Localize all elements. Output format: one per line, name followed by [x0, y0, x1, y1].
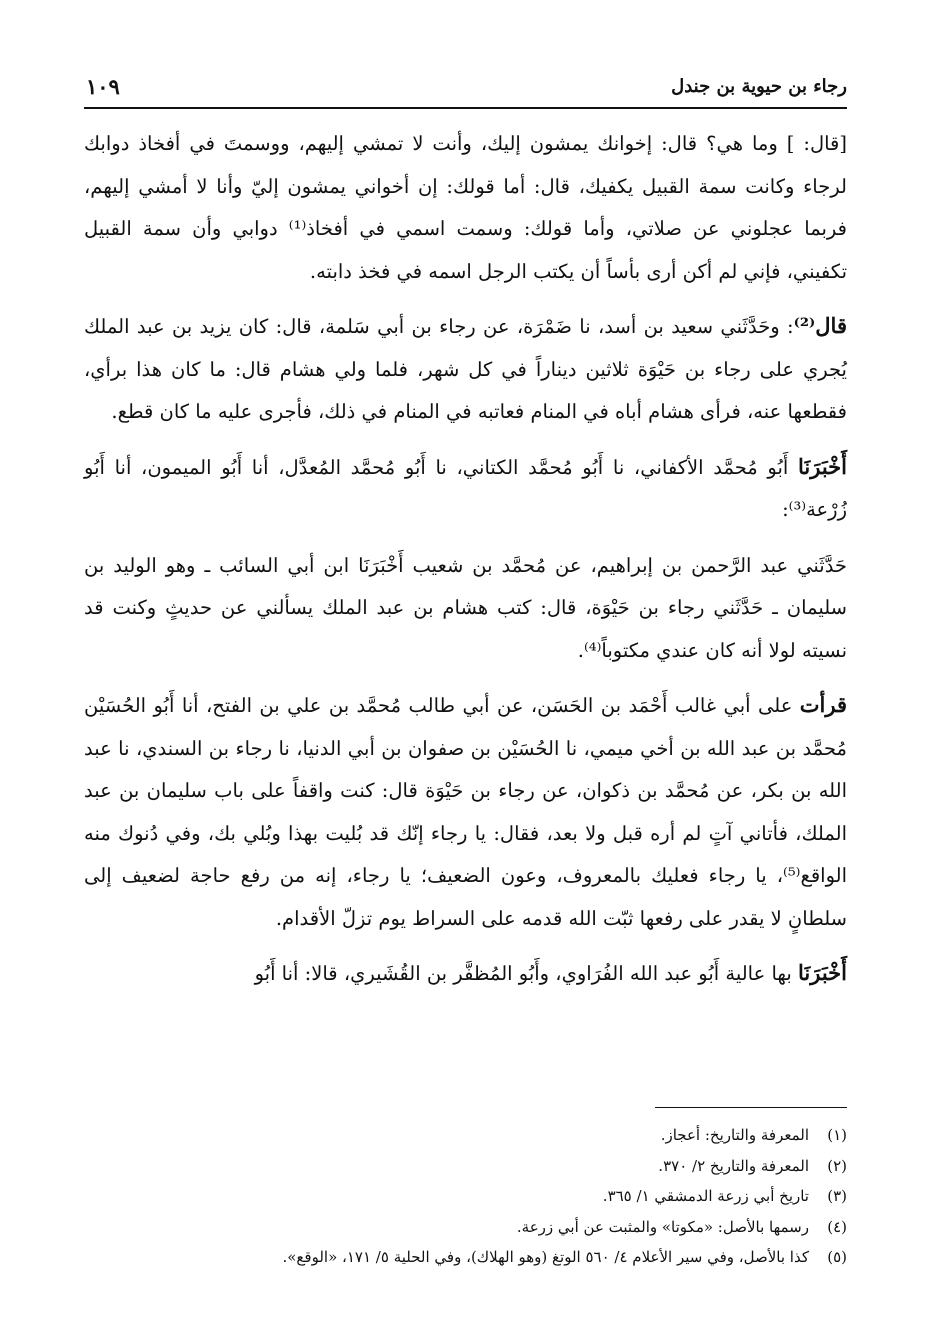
- footnote: [84, 1212, 847, 1243]
- paragraph: [84, 684, 847, 940]
- paragraph-text: : وحَدَّثَني سعيد بن أسد، نا ضَمْرَة، عن رجاء بن أبي سَلمة، قال: كان يزيد بن عبد الملك يُجري على رجاء بن حَيْوَة ثلاثين ديناراً في كل شهر، فلما ولي هشام قال: ما كان هذا برأي، فقطعها عنه، فرأى هشام أباه في المنام فعاتبه في المنام في ذلك، فأجرى عليه ما كان قطع.: [84, 315, 847, 423]
- footnote-text: المعرفة والتاريخ ٢/ ٣٧٠.: [658, 1156, 809, 1175]
- paragraph-lead: أَخْبَرَنَا: [798, 453, 847, 479]
- paragraph-lead: أَخْبَرَنَا: [798, 960, 847, 985]
- footnote: [84, 1120, 847, 1151]
- footnote-number: (٢): [827, 1156, 847, 1175]
- paragraph-lead: قال⁽²⁾: [793, 313, 847, 338]
- paragraph-text: بها عالية أَبُو عبد الله الفُرَاوي، وأَبُو المُظفَّر بن القُشَيري، قالا: أنا أَبُو: [254, 962, 799, 985]
- footnote-number: (٤): [827, 1217, 847, 1236]
- paragraph: [84, 122, 847, 293]
- footnote: [84, 1151, 847, 1182]
- footnote-number: (٥): [827, 1248, 847, 1266]
- paragraph-text: أَبُو مُحمَّد الأكفاني، نا أَبُو مُحمَّد الكتاني، نا أَبُو مُحمَّد المُعدَّل، أنا أَبُو الميمون، أنا أَبُو زُرْعة⁽³⁾:: [84, 455, 847, 521]
- footnotes: [84, 1120, 847, 1273]
- paragraph: [84, 952, 847, 996]
- footnote-text: المعرفة والتاريخ: أعجاز.: [660, 1126, 809, 1144]
- paragraph-text: حَدَّثَني عبد الرَّحمن بن إبراهيم، عن مُحمَّد بن شعيب أَخْبَرَنَا ابن أبي السائب ـ وهو الوليد بن سليمان ـ حَدَّثَني رجاء بن حَيْوَة، قال: كتب هشام بن عبد الملك يسألني عن حديثٍ وكنت قد نسيته لولا أنه كان عندي مكتوباً⁽⁴⁾.: [84, 553, 847, 662]
- footnote-text: كذا بالأصل، وفي سير الأعلام ٤/ ٥٦٠ الوتغ (وهو الهلاك)، وفي الحلية ٥/ ١٧١، «الوقع».: [282, 1248, 809, 1266]
- paragraph: [84, 544, 847, 673]
- paragraph: [84, 446, 847, 532]
- paragraph: [84, 305, 847, 434]
- running-title: رجاء بن حيوية بن جندل: [671, 75, 847, 97]
- paragraph-text: على أبي غالب أَحْمَد بن الحَسَن، عن أبي طالب مُحمَّد بن علي بن الفتح، أنا أَبُو الحُسَيْن مُحمَّد بن عبد الله بن أخي ميمي، نا الحُسَيْن بن صفوان بن أبي الدنيا، نا رجاء بن السندي، نا عبد الله بن بكر، عن مُحمَّد بن ذكوان، عن رجاء بن حَيْوَة قال: كنت واقفاً على باب سليمان بن عبد الملك، فأتاني آتٍ لم أره قبل ولا بعد، فقال: يا رجاء إنّك قد بُليت بهذا وبُلي بك، وفي دُنوك منه الواقع⁽⁵⁾، يا رجاء فعليك بالمعروف، وعون الضعيف؛ يا رجاء، إنه من رفع حاجة لضعيف إلى سلطانٍ لا يقدر على رفعها ثبّت الله قدمه على السراط يوم تزلّ الأقدام.: [84, 694, 847, 930]
- footnote: [84, 1181, 847, 1212]
- paragraph-text: [قال: ] وما هي؟ قال: إخوانك يمشون إليك، وأنت لا تمشي إليهم، ووسمتَ في أفخاذ دوابك لرجاء وكانت سمة القبيل يكفيك، قال: أما قولك: إن أخواني يمشون إليّ وأنا لا أمشي إليهم، فربما عجلوني عن صلاتي، وأما قولك: وسمت اسمي في أفخاذ⁽¹⁾ دوابي وأن سمة القبيل تكفيني، فإني لم أكن أرى بأساً أن يكتب الرجل اسمه في فخذ دابته.: [84, 132, 847, 283]
- header-rule: [84, 107, 847, 109]
- footnote-rule: [655, 1107, 847, 1108]
- footnote-number: (١): [827, 1126, 847, 1144]
- footnote-text: تاريخ أبي زرعة الدمشقي ١/ ٣٦٥.: [602, 1187, 809, 1205]
- footnote-text: رسمها بالأصل: «مكوتا» والمثبت عن أبي زرعة.: [516, 1217, 809, 1236]
- footnote: [84, 1242, 847, 1273]
- paragraph-lead: قرأت: [799, 692, 847, 717]
- main-text: [84, 122, 847, 1008]
- page-header: [86, 66, 847, 106]
- page-number: ١٠٩: [86, 73, 120, 99]
- footnote-number: (٣): [827, 1187, 847, 1205]
